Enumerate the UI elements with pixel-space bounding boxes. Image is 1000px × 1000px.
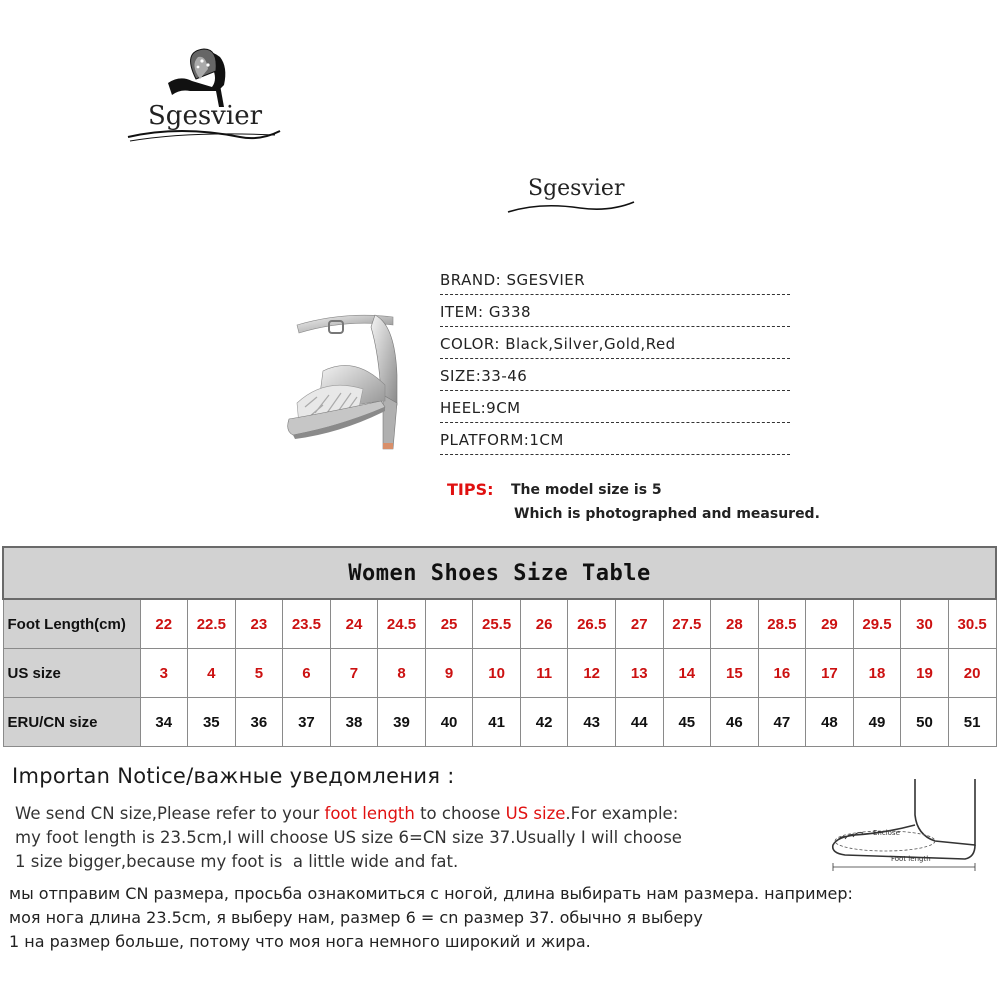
- size-cell: 46: [711, 698, 759, 747]
- size-cell: 44: [615, 698, 663, 747]
- size-cell: 30: [901, 599, 949, 649]
- size-cell: 9: [425, 649, 473, 698]
- size-cell: 24: [330, 599, 378, 649]
- notice-title: Importan Notice/важные уведомления :: [12, 764, 455, 788]
- us-size-highlight: US size: [505, 804, 566, 823]
- size-cell: 15: [711, 649, 759, 698]
- size-cell: 34: [140, 698, 188, 747]
- foot-length-highlight: foot length: [324, 804, 415, 823]
- brand-logo-primary-text: Sgesvier: [148, 101, 263, 131]
- size-table-title: Women Shoes Size Table: [3, 547, 996, 599]
- logo-swoosh-icon: [500, 194, 640, 218]
- size-row-label: US size: [3, 649, 140, 698]
- size-cell: 22: [140, 599, 188, 649]
- size-cell: 13: [615, 649, 663, 698]
- tips-line-1: The model size is 5: [511, 482, 662, 498]
- size-cell: 28: [711, 599, 759, 649]
- size-table-row: [3, 649, 996, 698]
- size-cell: 38: [330, 698, 378, 747]
- size-cell: 5: [235, 649, 283, 698]
- size-cell: 22.5: [188, 599, 236, 649]
- size-cell: 27.5: [663, 599, 711, 649]
- notice-en-line-1: [15, 804, 678, 823]
- size-cell: 17: [806, 649, 854, 698]
- size-cell: 45: [663, 698, 711, 747]
- size-cell: 25.5: [473, 599, 521, 649]
- brand-logo-secondary: [500, 170, 640, 220]
- spec-item: ITEM: G338: [440, 300, 790, 327]
- size-cell: 48: [806, 698, 854, 747]
- size-cell: 20: [948, 649, 996, 698]
- tips-label: TIPS:: [447, 480, 494, 499]
- size-cell: 6: [283, 649, 331, 698]
- notice-ru-line-1: мы отправим CN размера, просьба ознакомиться с ногой, длина выбирать нам размера. например:: [9, 884, 853, 903]
- size-cell: 37: [283, 698, 331, 747]
- size-table-grid: [2, 546, 997, 747]
- spec-platform: PLATFORM:1CM: [440, 428, 790, 455]
- size-row-label: ERU/CN size: [3, 698, 140, 747]
- tips-line-2: Which is photographed and measured.: [514, 506, 820, 522]
- notice-en-text: to choose: [414, 804, 506, 823]
- size-cell: 3: [140, 649, 188, 698]
- spec-color: COLOR: Black,Silver,Gold,Red: [440, 332, 790, 359]
- brand-logo-secondary-text: Sgesvier: [528, 176, 625, 201]
- foot-length-label: Foot length: [891, 855, 931, 863]
- size-cell: 25: [425, 599, 473, 649]
- size-table-row: [3, 599, 996, 649]
- size-cell: 7: [330, 649, 378, 698]
- size-cell: 26.5: [568, 599, 616, 649]
- size-cell: 49: [853, 698, 901, 747]
- size-cell: 47: [758, 698, 806, 747]
- size-table-row: [3, 698, 996, 747]
- product-sandal-image: [285, 285, 425, 475]
- size-cell: 8: [378, 649, 426, 698]
- size-cell: 42: [520, 698, 568, 747]
- size-cell: 40: [425, 698, 473, 747]
- size-cell: 51: [948, 698, 996, 747]
- size-cell: 27: [615, 599, 663, 649]
- notice-en-line-3: 1 size bigger,because my foot is a little wide and fat.: [15, 852, 459, 871]
- size-cell: 11: [520, 649, 568, 698]
- size-cell: 4: [188, 649, 236, 698]
- size-cell: 23.5: [283, 599, 331, 649]
- size-cell: 14: [663, 649, 711, 698]
- enclose-label: Enclose: [873, 829, 900, 837]
- size-cell: 41: [473, 698, 521, 747]
- size-table: [2, 546, 997, 748]
- size-cell: 29: [806, 599, 854, 649]
- size-cell: 12: [568, 649, 616, 698]
- foot-measure-diagram: [825, 775, 990, 875]
- notice-en-line-2: my foot length is 23.5cm,I will choose US size 6=CN size 37.Usually I will choose: [15, 828, 682, 847]
- size-cell: 18: [853, 649, 901, 698]
- size-cell: 24.5: [378, 599, 426, 649]
- size-cell: 26: [520, 599, 568, 649]
- size-cell: 39: [378, 698, 426, 747]
- size-row-label: Foot Length(cm): [3, 599, 140, 649]
- spec-brand: BRAND: SGESVIER: [440, 268, 790, 295]
- size-cell: 50: [901, 698, 949, 747]
- notice-en-text: We send CN size,Please refer to your: [15, 804, 325, 823]
- notice-ru-line-3: 1 на размер больше, потому что моя нога немного широкий и жира.: [9, 932, 591, 951]
- spec-size: SIZE:33-46: [440, 364, 790, 391]
- size-cell: 29.5: [853, 599, 901, 649]
- size-cell: 10: [473, 649, 521, 698]
- size-cell: 16: [758, 649, 806, 698]
- sandal-icon: [285, 285, 425, 475]
- size-cell: 19: [901, 649, 949, 698]
- size-cell: 30.5: [948, 599, 996, 649]
- notice-ru-line-2: моя нога длина 23.5cm, я выберу нам, размер 6 = cn размер 37. обычно я выберу: [9, 908, 703, 927]
- size-cell: 43: [568, 698, 616, 747]
- size-cell: 36: [235, 698, 283, 747]
- size-cell: 35: [188, 698, 236, 747]
- notice-en-text: .For example:: [565, 804, 679, 823]
- spec-heel: HEEL:9CM: [440, 396, 790, 423]
- size-cell: 23: [235, 599, 283, 649]
- size-cell: 28.5: [758, 599, 806, 649]
- brand-logo-primary: [120, 45, 290, 165]
